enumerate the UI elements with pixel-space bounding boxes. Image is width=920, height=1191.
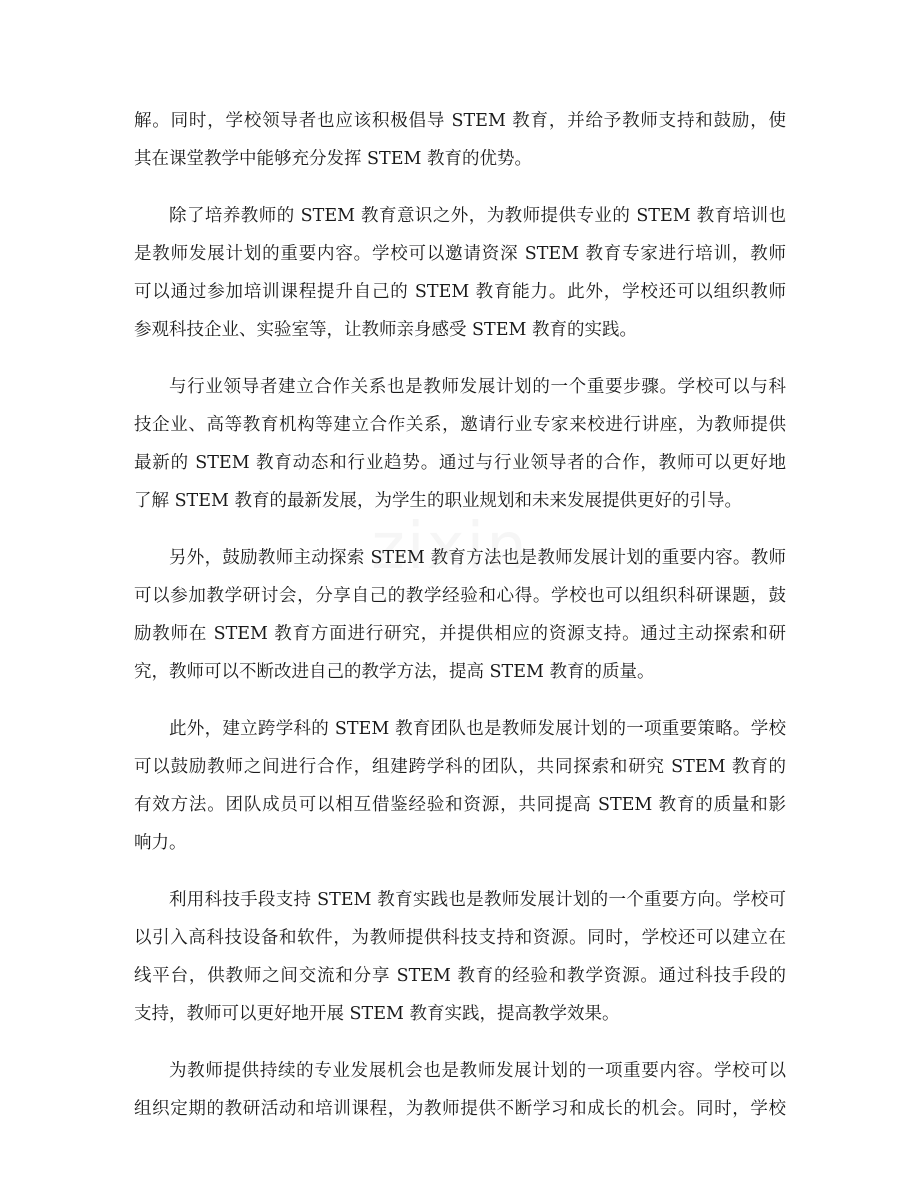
text-line: 线平台，供教师之间交流和分享 STEM 教育的经验和教学资源。通过科技手段的 — [134, 966, 786, 986]
text-line: 可以鼓励教师之间进行合作，组建跨学科的团队，共同探索和研究 STEM 教育的 — [134, 757, 786, 777]
text-line: 励教师在 STEM 教育方面进行研究，并提供相应的资源支持。通过主动探索和研 — [134, 624, 786, 644]
paragraph-3 — [134, 368, 786, 520]
text-line: 是教师发展计划的重要内容。学校可以邀请资深 STEM 教育专家进行培训，教师 — [134, 244, 786, 264]
text-line: 响力。 — [134, 833, 187, 853]
text-line: 除了培养教师的 STEM 教育意识之外，为教师提供专业的 STEM 教育培训也 — [169, 206, 786, 226]
text-line: 参观科技企业、实验室等，让教师亲身感受 STEM 教育的实践。 — [134, 320, 637, 340]
text-line: 为教师提供持续的专业发展机会也是教师发展计划的一项重要内容。学校可以 — [169, 1061, 786, 1081]
text-line: 利用科技手段支持 STEM 教育实践也是教师发展计划的一个重要方向。学校可 — [169, 890, 786, 910]
paragraph-7 — [134, 1052, 786, 1128]
document-body — [134, 102, 786, 1147]
text-line: 可以通过参加培训课程提升自己的 STEM 教育能力。此外，学校还可以组织教师 — [134, 282, 786, 302]
text-line: 组织定期的教研活动和培训课程，为教师提供不断学习和成长的机会。同时，学校 — [134, 1099, 786, 1119]
text-line: 最新的 STEM 教育动态和行业趋势。通过与行业领导者的合作，教师可以更好地 — [134, 453, 786, 473]
text-line: 有效方法。团队成员可以相互借鉴经验和资源，共同提高 STEM 教育的质量和影 — [134, 795, 786, 815]
text-line: 可以参加教学研讨会，分享自己的教学经验和心得。学校也可以组织科研课题，鼓 — [134, 586, 786, 606]
paragraph-6 — [134, 881, 786, 1033]
text-line: 另外，鼓励教师主动探索 STEM 教育方法也是教师发展计划的重要内容。教师 — [169, 548, 786, 568]
text-line: 其在课堂教学中能够充分发挥 STEM 教育的优势。 — [134, 149, 532, 169]
paragraph-4 — [134, 539, 786, 691]
text-line: 以引入高科技设备和软件，为教师提供科技支持和资源。同时，学校还可以建立在 — [134, 928, 786, 948]
paragraph-1 — [134, 102, 786, 178]
text-line: 究，教师可以不断改进自己的教学方法，提高 STEM 教育的质量。 — [134, 662, 655, 682]
text-line: 了解 STEM 教育的最新发展，为学生的职业规划和未来发展提供更好的引导。 — [134, 491, 742, 511]
text-line: 解。同时，学校领导者也应该积极倡导 STEM 教育，并给予教师支持和鼓励，使 — [134, 111, 786, 131]
text-line: 此外，建立跨学科的 STEM 教育团队也是教师发展计划的一项重要策略。学校 — [169, 719, 786, 739]
text-line: 技企业、高等教育机构等建立合作关系，邀请行业专家来校进行讲座，为教师提供 — [134, 415, 786, 435]
paragraph-2 — [134, 197, 786, 349]
text-line: 与行业领导者建立合作关系也是教师发展计划的一个重要步骤。学校可以与科 — [169, 377, 786, 397]
paragraph-5 — [134, 710, 786, 862]
text-line: 支持，教师可以更好地开展 STEM 教育实践，提高教学效果。 — [134, 1004, 620, 1024]
